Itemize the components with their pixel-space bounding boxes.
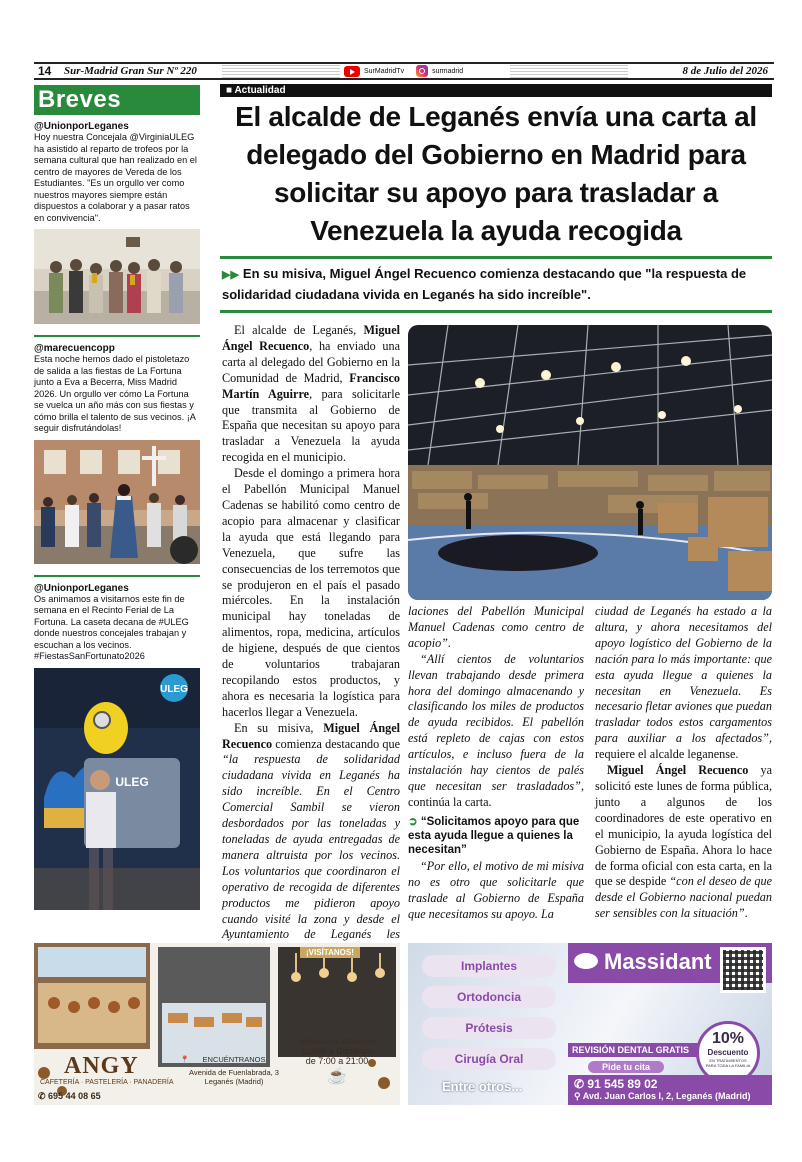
- services-more: Entre otros...: [442, 1079, 523, 1094]
- massidant-logo: Massidant: [604, 949, 712, 974]
- breve-text: Esta noche hemos dado el pistoletazo de salida a las fiestas de La Fortuna junto a Eva a Becerra, Miss Madrid 2026. Un orgullo ver cómo La Fortuna se vuelca un año más con sus fiestas y cómo brilla el talento de sus vecinos. ¡A seguir disfrutándolas!: [34, 354, 196, 433]
- paragraph: [595, 763, 772, 922]
- phone-row: [574, 1077, 766, 1091]
- breve-handle[interactable]: @UnionporLeganes: [34, 582, 129, 594]
- paragraph: “Por ello, el motivo de mi misiva no es otro que solicitarle que traslade al Gobierno de España que necesitamos su apoyo. La: [408, 858, 584, 921]
- paragraph: [222, 323, 400, 466]
- breves-sidebar: [34, 85, 200, 935]
- breve-separator: [34, 335, 200, 337]
- offer-banner: [568, 1043, 698, 1071]
- person-name: Miguel Ángel Recuenco: [607, 763, 749, 778]
- qr-code[interactable]: [720, 947, 766, 993]
- service-item[interactable]: Implantes: [422, 955, 556, 977]
- person-name: Francisco Martín Aguirre: [222, 370, 400, 401]
- article-lead: [222, 264, 772, 304]
- quote-text: “Allí cientos de voluntarios llevan trabajando desde primera hora del domingo almacenando y clasificando los miles de productos de ayuda recibidos. El pabellón está repleto de cajas con estos artículos, e incluso fuera de la instalación hay cientos de palés que necesitan ser trasladados”: [408, 651, 584, 793]
- article-column-1: [222, 323, 400, 959]
- pavilion-donations-photo: [408, 325, 772, 600]
- header-pattern: [510, 64, 628, 78]
- breve-handle[interactable]: @marecuencopp: [34, 343, 115, 354]
- discount-note: EN TRATAMIENTOS PARA TODA LA FAMILIA: [705, 1058, 751, 1068]
- page-header: [34, 62, 774, 80]
- text-run: ya solicitó este lunes de forma pública, junto a algunos de los coordinadores de este operativo en el municipio, la ayuda logística del Gobierno de España. Ahora lo hace de forma oficial con esta carta, en la que se despide: [595, 763, 772, 889]
- article-column-2: [408, 604, 584, 922]
- lips-icon: [574, 953, 598, 969]
- youtube-handle[interactable]: SurMadridTv: [364, 67, 405, 75]
- social-links: [344, 64, 463, 78]
- youtube-icon: [344, 66, 360, 77]
- quote-text: “con el deseo de que desde el Gobierno nacional puedan ser sensibles con la situación”: [595, 874, 772, 921]
- angy-phone-row: ✆ 695 44 08 65: [38, 1091, 101, 1101]
- page-number: 14: [38, 64, 52, 78]
- section-tag: ■ Actualidad: [220, 84, 772, 97]
- paragraph: Desde el domingo a primera hora el Pabellón Municipal Manuel Cadenas se habilitó como centro de acopio para almacenar y clasificar la ayuda que está llegando para Venezuela, que sufre las consecuencias de los terremotos que se produjeron en el país el pasado miércoles. En la instalación municipal hay toneladas de alimentos, ropa, medicina, artículos de higiene, después de que cientos de voluntarios trabajaran recopilando estos productos, y ahora es necesaria la logística para hacerlos llegar a Venezuela.: [222, 466, 400, 719]
- dental-services: [422, 955, 556, 1094]
- issue-date: 8 de Julio del 2026: [682, 65, 768, 77]
- find-us-label: ENCUÉNTRANOS: [202, 1055, 266, 1064]
- breve-item: [34, 343, 200, 569]
- header-pattern: [222, 64, 340, 78]
- svg-text:ULEG: ULEG: [160, 683, 188, 695]
- person-name: Miguel Ángel Recuenco: [222, 323, 400, 353]
- angy-hours: [278, 1039, 396, 1086]
- subheading-text: “Solicitamos apoyo para que esta ayuda llegue a quienes la necesitan”: [408, 815, 580, 856]
- paragraph: [222, 721, 400, 960]
- instagram-handle[interactable]: surmadrid: [432, 67, 464, 75]
- text-run: , para solicitarle que transmita al Gobierno de España que necesitan su apoyo para trasladar a Venezuela la ayuda recogida en el municipio.: [222, 386, 400, 465]
- map-pin-icon: ⚲: [574, 1091, 583, 1101]
- angy-logo: ANGY: [64, 1053, 139, 1079]
- article-column-3: [595, 604, 772, 922]
- paragraph: laciones del Pabellón Municipal Manuel Cadenas como centro de acopio”.: [408, 604, 584, 650]
- angy-phone[interactable]: 695 44 08 65: [48, 1091, 101, 1101]
- text-run: , ha enviado una carta al delegado del Gobierno en la Comunidad de Madrid,: [222, 338, 400, 385]
- angy-bakery-ad[interactable]: [34, 943, 400, 1105]
- breve-text: Os animamos a visitarnos este fin de semana en el Recinto Ferial de La Fortuna. La caseta decana de #ULEG donde nuestros concejales trabajan y escuchan a los vecinos. #FiestasSanFortunato2026: [34, 593, 189, 661]
- breve-handle[interactable]: @UnionporLeganes: [34, 121, 129, 132]
- double-arrow-icon: ▶▶: [222, 269, 239, 281]
- angy-tagline: CAFETERÍA · PASTELERÍA · PANADERÍA: [40, 1079, 174, 1086]
- header-rule: [34, 78, 774, 80]
- breve-item: [34, 583, 200, 915]
- phone-icon: ✆: [574, 1077, 588, 1091]
- book-appointment-button[interactable]: Pide tu cita: [588, 1061, 664, 1073]
- text-run: comienza destacando que: [272, 736, 400, 751]
- hours-time: de 7:00 a 21:00: [305, 1056, 369, 1066]
- quote-text: ciudad de Leganés ha estado a la altura, y ahora necesitamos del apoyo logístico del Gobierno de la nación para lo más importante: que esta ayuda llegue a quienes la necesitan en Venezuela. Es necesario fletar aviones que puedan trasladar todos estos cargamentos para auxiliar a los afectados”: [595, 604, 772, 746]
- breve-item: [34, 121, 200, 329]
- massidant-dental-ad[interactable]: [408, 943, 772, 1105]
- article-headline: El alcalde de Leganés envía una carta al delegado del Gobierno en Madrid para solicitar su apoyo para trasladar a Venezuela la ayuda recogida: [235, 101, 757, 246]
- coffee-cup-icon: ☕: [327, 1068, 347, 1085]
- hours-label: HORARIO DE ATENCIÓN: [299, 1039, 375, 1046]
- service-item[interactable]: Ortodoncia: [422, 986, 556, 1008]
- publication-name: Sur-Madrid Gran Sur Nº 220: [64, 65, 197, 77]
- quote-text: “la respuesta de solidaridad ciudadana vivida en Leganés ha sido increíble. En el Centro Comercial Sambil se vieron desbordados por las toneladas y toneladas de ayuda entregadas de manera altruista por los vecinos. Los voluntarios que coordinaron el operativo de recogida de diferentes productos me pidieron apoyo cuando visité la zona y desde el Ayuntamiento de Leganés les: [222, 752, 400, 942]
- text-run: El alcalde de Leganés,: [234, 323, 364, 337]
- section-label: Actualidad: [234, 85, 286, 96]
- text-run: .: [744, 906, 748, 921]
- lead-rule-top: [220, 256, 772, 259]
- address-row: [574, 1091, 766, 1102]
- dental-phone[interactable]: 91 545 89 02: [587, 1077, 658, 1091]
- offer-text: REVISIÓN DENTAL GRATIS: [568, 1043, 698, 1057]
- arrow-circle-icon: ➲: [408, 815, 421, 828]
- hours-days: Lunes a Domingo: [301, 1046, 373, 1056]
- visit-banner: ¡VISÍTANOS!: [300, 947, 360, 958]
- text-run: , requiere el alcalde leganense.: [595, 731, 772, 762]
- svg-text:ULEG: ULEG: [115, 774, 149, 789]
- fiestas-opening-photo: [34, 440, 200, 564]
- dental-address: Avd. Juan Carlos I, 2, Leganés (Madrid): [582, 1091, 751, 1101]
- text-run: , continúa la carta.: [408, 778, 584, 809]
- fair-booth-photo: [34, 668, 200, 910]
- angy-city: Leganés (Madrid): [204, 1077, 264, 1086]
- lead-rule-bottom: [220, 310, 772, 313]
- breve-separator: [34, 575, 200, 577]
- service-item[interactable]: Prótesis: [422, 1017, 556, 1039]
- breve-text: Hoy nuestra Concejala @VirginiaULEG ha asistido al reparto de trofeos por la semana cultural que han realizado en el centro de mayores de Vereda de los Estudiantes. "Es un orgullo ver como nuestros mayores siempre están dispuestos a colaborar y a pasar ratos en convivencia".: [34, 132, 197, 223]
- service-item[interactable]: Cirugía Oral: [422, 1048, 556, 1070]
- subheading: [408, 815, 584, 857]
- breves-title: Breves: [34, 85, 200, 115]
- person-name: Miguel Ángel Recuenco: [222, 720, 401, 751]
- discount-label: Descuento: [707, 1048, 749, 1057]
- paragraph: [595, 604, 772, 763]
- seniors-trophy-photo: [34, 229, 200, 324]
- text-run: En su misiva,: [234, 720, 324, 735]
- angy-location: [180, 1055, 284, 1086]
- paragraph: [408, 652, 584, 811]
- discount-value: 10%: [711, 1030, 745, 1047]
- dental-contact: [568, 1075, 772, 1105]
- lead-text: En su misiva, Miguel Ángel Recuenco comienza destacando que "la respuesta de solidaridad ciudadana vivida en Leganés ha sido increíble".: [222, 266, 747, 302]
- map-pin-icon: 📍: [180, 1055, 190, 1064]
- angy-address: Avenida de Fuenlabrada, 3: [189, 1068, 279, 1077]
- instagram-icon: [416, 65, 428, 77]
